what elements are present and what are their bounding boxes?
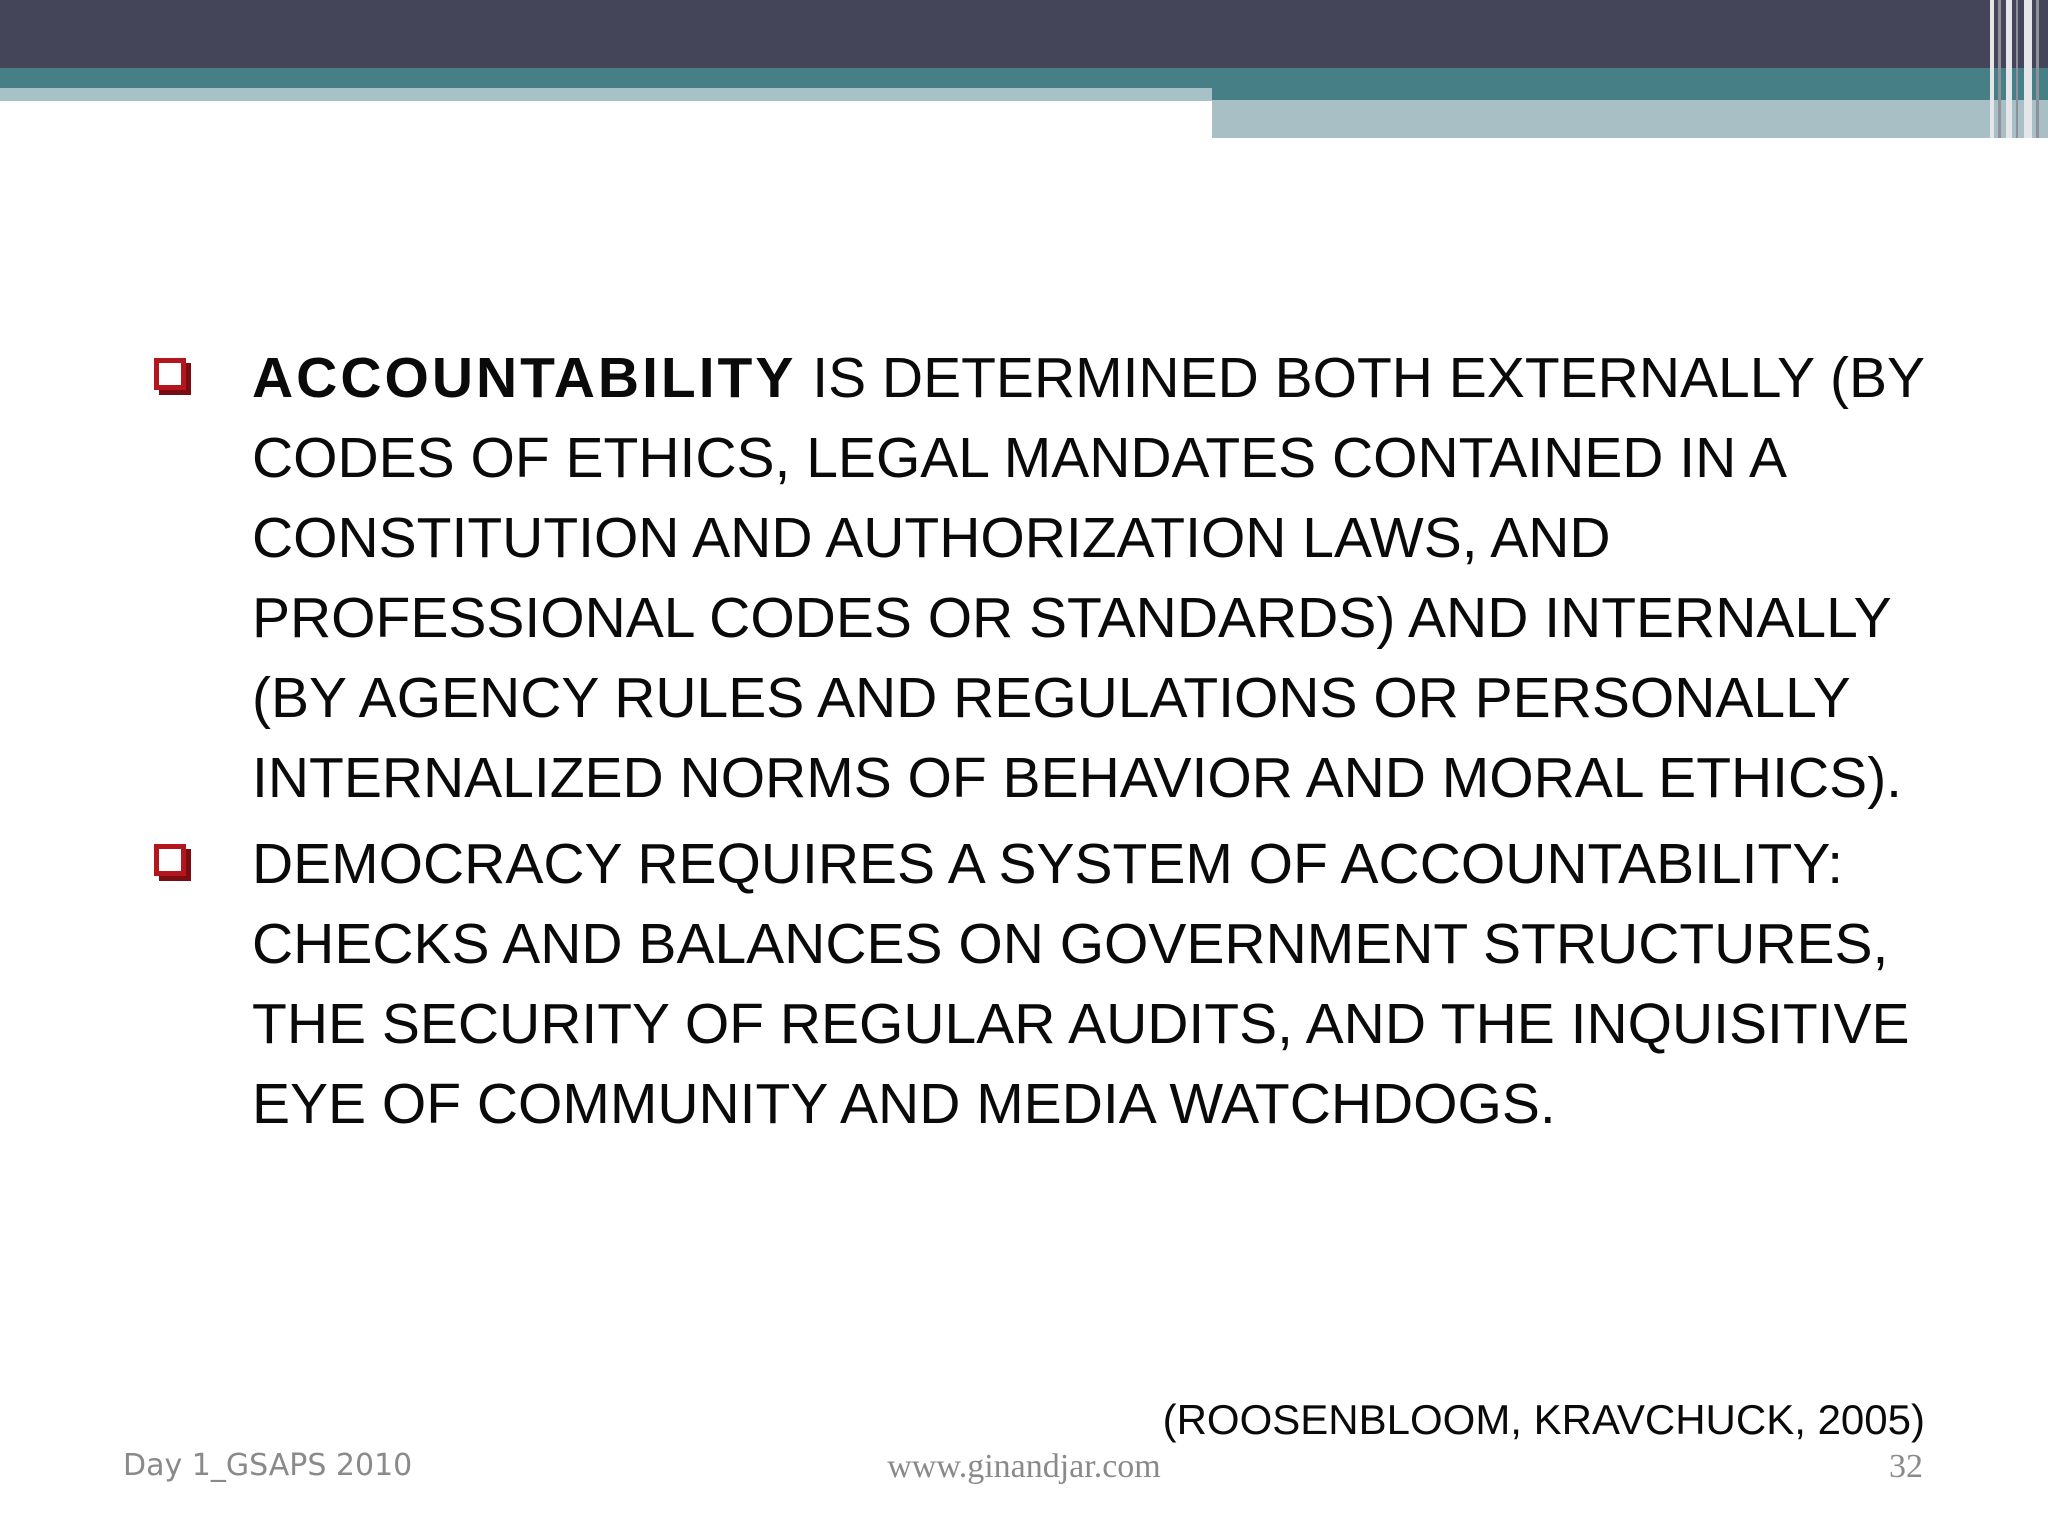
header-stripe (1998, 0, 2001, 138)
page-number: 32 (1889, 1448, 1923, 1485)
header-band-grey (1212, 100, 2048, 138)
header-stripe (2006, 0, 2012, 138)
bullet-item-accountability (150, 338, 1940, 818)
citation: (ROOSENBLOOM, KRAVCHUCK, 2005) (1162, 1396, 1925, 1443)
header-stripe (2036, 0, 2039, 138)
footer-left-text: Day 1_GSAPS 2010 (123, 1448, 413, 1483)
bullet-lead-text: ACCOUNTABILITY (252, 346, 797, 410)
slide-content (150, 338, 1940, 1150)
header-stripe (1990, 0, 1994, 138)
header-stripe (2024, 0, 2032, 138)
header-stripe (2016, 0, 2018, 138)
bullet-text: IS DETERMINED BOTH EXTERNALLY (BY CODES OF ETHICS, LEGAL MANDATES CONTAINED IN A CONSTITUTION AND AUTHORIZATION LAWS, AND PROFESSIONAL CODES OR STANDARDS) AND INTERNALLY (BY AGENCY RULES AND REGULATIONS OR PERSONALLY INTERNALIZED NORMS OF BEHAVIOR AND MORAL ETHICS). (252, 346, 1924, 810)
bullet-text: DEMOCRACY REQUIRES A SYSTEM OF ACCOUNTABILITY: CHECKS AND BALANCES ON GOVERNMENT STRUCTURES, THE SECURITY OF REGULAR AUDITS, AND THE INQUISITIVE EYE OF COMMUNITY AND MEDIA WATCHDOGS. (252, 832, 1910, 1136)
bullet-item-democracy (150, 824, 1940, 1144)
header-band-light (0, 88, 1212, 101)
checkbox-bullet-icon (154, 844, 186, 876)
checkbox-bullet-icon (154, 358, 186, 390)
header-band-dark (0, 0, 2048, 68)
footer-website: www.ginandjar.com (887, 1448, 1161, 1485)
